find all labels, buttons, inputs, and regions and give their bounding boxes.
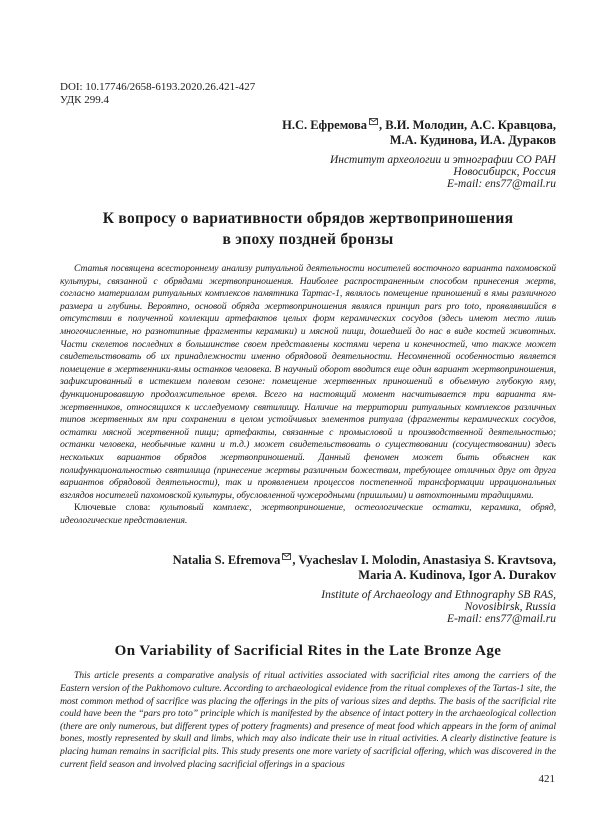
affiliation-en-institute: Institute of Archaeology and Ethnography SB RAS,: [321, 589, 556, 602]
authors-ru: [60, 118, 556, 148]
udk-line: УДК 299.4: [60, 94, 110, 106]
authors-ru-rest: , В.И. Молодин, А.С. Кравцова,: [379, 118, 556, 132]
doi-line: DOI: 10.17746/2658-6193.2020.26.421-427: [60, 81, 256, 93]
email-envelope-icon: [282, 553, 291, 560]
authors-en-rest: , Vyacheslav I. Molodin, Anastasiya S. Kravtsova,: [292, 553, 556, 568]
affiliation-ru-institute: Институт археологии и этнографии СО РАН: [329, 154, 556, 166]
email-envelope-icon: [369, 118, 378, 125]
affiliation-en-email: E-mail: ens77@mail.ru: [447, 613, 556, 626]
abstract-en: This article presents a comparative analysis of ritual activities associated with sacrificial rites among the carriers of the Eastern version of the Pakhomovo culture. According to archaeological evidence from the ritual complexes of the Tartas-1 site, the most common method of sacrifice was placing the offerings in the pits of various sizes and depths. The basis of the sacrificial rite could have been the “pars pro toto” principle which is manifested by the absence of intact pottery in the archaeological collection (there are only numerous, but different types of pottery fragments) and presence of meat food which appears in the form of animal bones, mostly represented by skull and limbs, which may also indicate their use in ritual activities. A clearly distinctive feature is placing human remains in sacrificial pits. This study presents one more variety of sacrificial offering, which was discovered in the current field season and involved placing sacrificial offerings in a spacious: [60, 670, 556, 770]
article-title-ru: [60, 208, 556, 250]
article-title-en: On Variability of Sacrificial Rites in the Late Bronze Age: [114, 643, 502, 660]
keywords-text: культовый комплекс, жертвоприношение, остеологические остатки, керамика, обряд, идеологические представления.: [60, 502, 556, 526]
article-title-ru-line1: К вопросу о вариативности обрядов жертвоприношения: [102, 210, 514, 227]
authors-ru-line2: М.А. Кудинова, И.А. Дураков: [389, 133, 556, 147]
article-title-ru-line2: в эпоху поздней бронзы: [222, 231, 394, 248]
authors-en-line2: Maria A. Kudinova, Igor A. Durakov: [358, 568, 556, 583]
authors-en: [60, 553, 556, 583]
author-ru-first: Н.С. Ефремова: [282, 118, 367, 132]
affiliation-ru-city: Новосибирск, Россия: [453, 166, 556, 178]
keywords-block: [60, 502, 556, 527]
affiliation-ru-email: E-mail: ens77@mail.ru: [447, 178, 556, 190]
keywords-label: Ключевые слова:: [74, 502, 151, 514]
affiliation-en: [60, 589, 556, 625]
author-en-first: Natalia S. Efremova: [172, 553, 281, 568]
page-number: 421: [538, 773, 555, 785]
affiliation-en-city: Novosibirsk, Russia: [464, 601, 556, 614]
affiliation-ru: [60, 154, 556, 190]
abstract-ru: Статья посвящена всестороннему анализу ритуальной деятельности носителей восточного варианта пахомовской культуры, связанной с обрядами жертвоприношения. Наиболее распространенным способом принесения жертв, согласно материалам ритуальных комплексов памятника Тартас-1, являлось помещение приношений в ямы различного размера и глубины. Вероятно, основой обряда жертвоприношения являлся принцип pars pro toto, проявлявшийся в отсутствии в полученной коллекции артефактов целых форм керамических сосудов (здесь имеют место лишь многочисленные, но разнотипные фрагменты керамики) и мясной пищи, дошедшей до нас в виде костей животных. Части скелетов последних в большинстве своем представлены костями черепа и конечностей, что также может свидетельствовать об их принадлежности именно обрядовой деятельности. Несомненной особенностью является помещение в жертвенники-ямы останков человека. В научный оборот вводится еще один вариант жертвоприношения, зафиксированный в истекшем полевом сезоне: помещение жертвенных приношений в объемную глубокую яму, функционировавшую продолжительное время. Всего на настоящий момент насчитывается три варианта ям-жертвенников, относящихся к исследуемому святилищу. Наличие на территории ритуальных комплексов различных типов жертвенных ям при сохранении в целом устойчивых элементов ритуала (фрагменты керамических сосудов, остатки мясной жертвенной пищи; артефакты, связанные с промысловой и производственной деятельностью; останки человека, необычные камни и т.д.) может свидетельствовать о существовании (сосуществовании) здесь нескольких вариантов обрядов жертвоприношений. Данный феномен может быть объяснен как полифункциональностью святилища (принесение жертвы различным божествам, требующее отличных друг от друга вариантов обрядовой деятельности), так и проявлением процессов постепенной трансформации иррациональных взглядов носителей пахомовской культуры, обусловленной чужеродными (пришлыми) и автохтонными традициями.: [60, 263, 556, 501]
